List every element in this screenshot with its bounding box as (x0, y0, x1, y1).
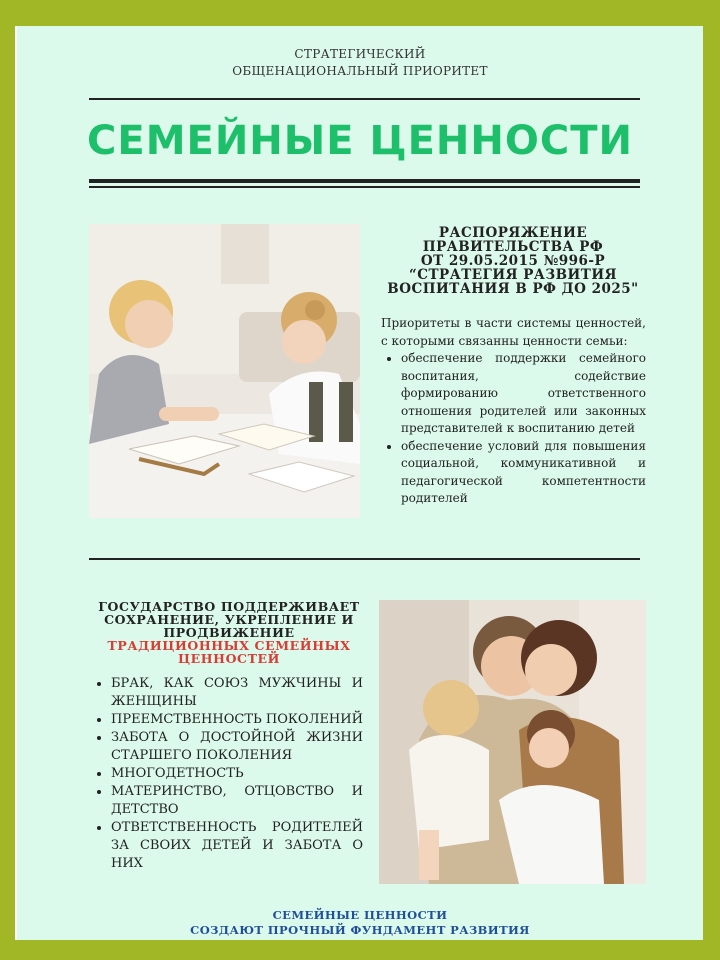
support-title (89, 600, 369, 665)
pre-title-line-2: ОБЩЕНАЦИОНАЛЬНЫЙ ПРИОРИТЕТ (232, 64, 488, 78)
support-line-2: СОХРАНЕНИЕ, УКРЕПЛЕНИЕ И (104, 612, 354, 627)
footer-line-2: СОЗДАЮТ ПРОЧНЫЙ ФУНДАМЕНТ РАЗВИТИЯ (190, 923, 530, 937)
family-values-list (97, 675, 363, 873)
family-values-block (97, 675, 363, 873)
decree-line-3: ОТ 29.05.2015 №996-Р (420, 253, 606, 269)
top-divider (89, 98, 640, 100)
support-line-3: ПРОДВИЖЕНИЕ (163, 625, 295, 640)
priorities-list-item: • обеспечение поддержки семейного воспитания, содействие формированию ответственного отношения родителей или законных представителей к воспитанию детей (401, 350, 646, 438)
pre-title-line-1: СТРАТЕГИЧЕСКИЙ (294, 47, 426, 61)
decree-line-2: ПРАВИТЕЛЬСТВА РФ (422, 239, 604, 255)
family-hug-photo (379, 600, 646, 884)
children-studying-photo (89, 224, 360, 518)
decree-line-1: РАСПОРЯЖЕНИЕ (438, 225, 588, 241)
family-value-item: • БРАК, КАК СОЮЗ МУЖЧИНЫ И ЖЕНЩИНЫ (111, 675, 363, 711)
page-title: СЕМЕЙНЫЕ ЦЕННОСТИ (87, 118, 633, 164)
support-line-1: ГОСУДАРСТВО ПОДДЕРЖИВАЕТ (98, 599, 360, 614)
family-value-item: • МАТЕРИНСТВО, ОТЦОВСТВО И ДЕТСТВО (111, 783, 363, 819)
middle-divider (89, 558, 640, 560)
decree-line-5: ВОСПИТАНИЯ В РФ ДО 2025" (387, 281, 639, 297)
support-red-line-1: ТРАДИЦИОННЫХ СЕМЕЙНЫХ (107, 638, 351, 653)
title-double-rule-thin (89, 186, 640, 188)
decree-line-4: “СТРАТЕГИЯ РАЗВИТИЯ (409, 267, 617, 283)
priorities-list (381, 350, 646, 508)
poster (15, 26, 703, 940)
support-red-line-2: ЦЕННОСТЕЙ (177, 651, 281, 666)
priorities-intro: Приоритеты в части системы ценностей, с которыми связанны ценности семьи: (381, 316, 646, 348)
footer (17, 908, 703, 938)
family-value-item: • МНОГОДЕТНОСТЬ (111, 765, 363, 783)
priorities-block (381, 315, 646, 508)
decree-title (377, 226, 649, 296)
family-value-item: • ЗАБОТА О ДОСТОЙНОЙ ЖИЗНИ СТАРШЕГО ПОКОЛЕНИЯ (111, 729, 363, 765)
pre-title (17, 46, 703, 80)
priorities-list-item: • обеспечение условий для повышения социальной, коммуникативной и педагогической компетентности родителей (401, 438, 646, 508)
title-double-rule-thick (89, 179, 640, 183)
footer-line-1: СЕМЕЙНЫЕ ЦЕННОСТИ (272, 908, 448, 922)
family-value-item: • ПРЕЕМСТВЕННОСТЬ ПОКОЛЕНИЙ (111, 711, 363, 729)
family-value-item: • ОТВЕТСТВЕННОСТЬ РОДИТЕЛЕЙ ЗА СВОИХ ДЕТЕЙ И ЗАБОТА О НИХ (111, 819, 363, 873)
